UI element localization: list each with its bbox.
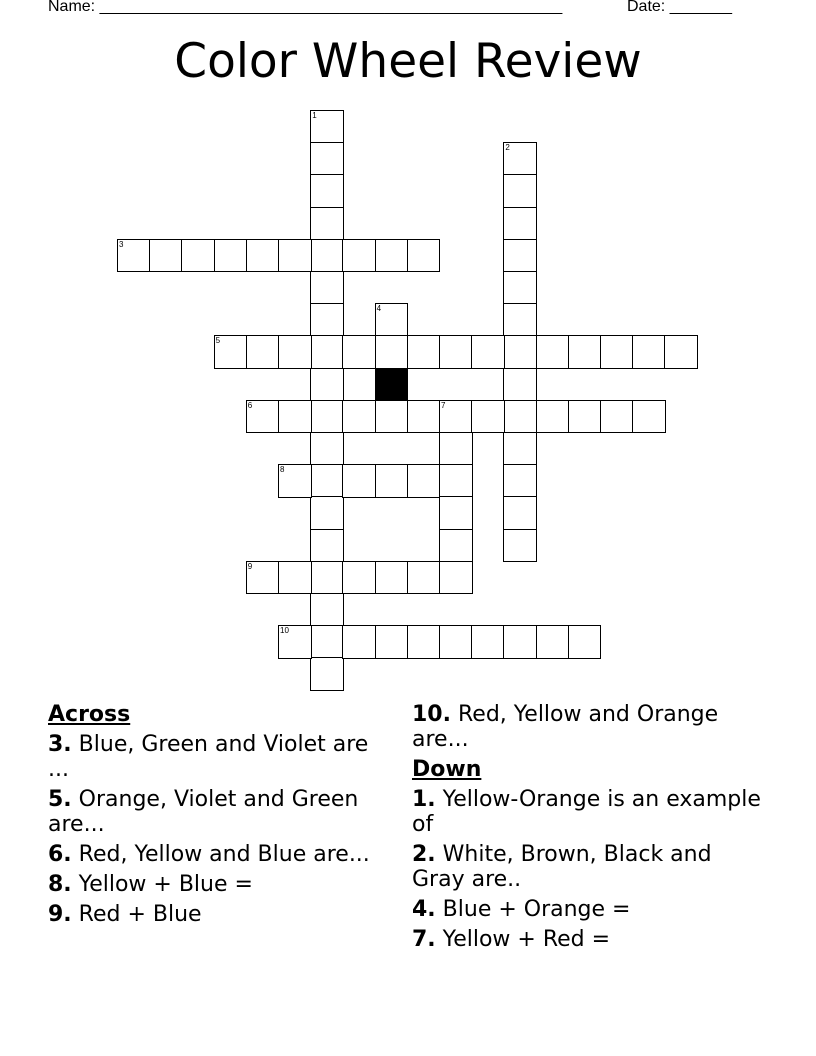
crossword-cell[interactable] [375,400,409,434]
crossword-cell[interactable] [568,400,602,434]
crossword-cell[interactable] [536,400,570,434]
crossword-cell[interactable] [503,368,537,402]
clue-number-label: 7 [441,400,446,410]
crossword-cell[interactable] [536,625,570,659]
crossword-cell[interactable] [503,335,537,369]
clue-down-2: 2. White, Brown, Black and Gray are.. [412,842,712,892]
crossword-cell[interactable] [310,239,344,273]
clue-down-1: 1. Yellow-Orange is an example of [412,787,761,837]
crossword-cell[interactable] [342,561,376,595]
clue-number-label: 2 [505,143,510,153]
clue-across-10: 10. Red, Yellow and Orange are... [412,702,719,752]
crossword-cell[interactable] [439,561,473,595]
page-title: Color Wheel Review [174,34,642,89]
crossword-cell[interactable] [310,335,344,369]
crossword-cell[interactable] [181,239,215,273]
crossword-cell[interactable] [310,271,344,305]
crossword-cell[interactable] [342,464,376,498]
crossword-cell[interactable] [278,335,312,369]
clue-number-label: 8 [280,465,285,475]
crossword-cell[interactable] [342,400,376,434]
crossword-cell[interactable] [503,142,537,176]
clue-down-4: 4. Blue + Orange = [412,897,631,922]
crossword-cell[interactable] [278,625,312,659]
crossword-cell[interactable] [310,496,344,530]
crossword-cell[interactable] [342,625,376,659]
crossword-cell[interactable] [278,239,312,273]
crossword-cell[interactable] [439,464,473,498]
crossword-cell[interactable] [310,110,344,144]
crossword-cell[interactable] [439,625,473,659]
crossword-cell[interactable] [375,625,409,659]
clue-down-7: 7. Yellow + Red = [412,927,611,952]
clues-left-column [48,702,388,932]
crossword-cell[interactable] [375,561,409,595]
crossword-cell[interactable] [503,496,537,530]
clue-number-label: 6 [247,400,253,410]
clue-number-label: 10 [280,626,289,636]
clue-across-8: 8. Yellow + Blue = [48,872,253,897]
clue-across-5: 5. Orange, Violet and Green are... [48,787,359,837]
crossword-cell[interactable] [439,529,473,563]
crossword-cell[interactable] [375,239,409,273]
crossword-cell[interactable] [375,335,409,369]
crossword-cell[interactable] [375,464,409,498]
crossword-cell[interactable] [375,303,409,337]
crossword-cell[interactable] [310,464,344,498]
crossword-cell[interactable] [503,239,537,273]
crossword-cell[interactable] [214,239,248,273]
black-cell [375,368,409,402]
clue-across-9: 9. Red + Blue [48,902,202,927]
crossword-cell[interactable] [246,561,280,595]
crossword-cell[interactable] [503,271,537,305]
crossword-cell[interactable] [407,335,441,369]
crossword-cell[interactable] [310,207,344,241]
clue-number-label: 5 [215,336,221,346]
crossword-cell[interactable] [310,593,344,627]
clue-across-6: 6. Red, Yellow and Blue are... [48,842,370,867]
crossword-cell[interactable] [632,335,666,369]
crossword-cell[interactable] [246,239,280,273]
crossword-cell[interactable] [568,335,602,369]
crossword-cell[interactable] [503,400,537,434]
crossword-cell[interactable] [439,400,473,434]
crossword-cell[interactable] [310,400,344,434]
crossword-cell[interactable] [503,464,537,498]
clue-across-3: 3. Blue, Green and Violet are ... [48,732,369,782]
crossword-cell[interactable] [278,400,312,434]
crossword-cell[interactable] [503,174,537,208]
crossword-cell[interactable] [310,303,344,337]
crossword-cell[interactable] [310,432,344,466]
crossword-cell[interactable] [632,400,666,434]
crossword-cell[interactable] [568,625,602,659]
crossword-cell[interactable] [503,303,537,337]
crossword-cell[interactable] [149,239,183,273]
crossword-cell[interactable] [117,239,151,273]
crossword-cell[interactable] [503,207,537,241]
crossword-cell[interactable] [278,561,312,595]
crossword-cell[interactable] [407,239,441,273]
name-field[interactable]: Name: ____________________________________________________ [48,0,563,15]
crossword-cell[interactable] [278,464,312,498]
crossword-cell[interactable] [439,496,473,530]
crossword-cell[interactable] [600,400,634,434]
crossword-cell[interactable] [214,335,248,369]
crossword-cell[interactable] [407,464,441,498]
crossword-cell[interactable] [407,561,441,595]
crossword-cell[interactable] [471,400,505,434]
crossword-cell[interactable] [471,625,505,659]
down-heading: Down [412,757,482,782]
crossword-cell[interactable] [407,400,441,434]
crossword-cell[interactable] [503,529,537,563]
crossword-cell[interactable] [342,239,376,273]
clues-right-column [412,702,762,957]
crossword-cell[interactable] [310,174,344,208]
crossword-cell[interactable] [342,335,376,369]
crossword-cell[interactable] [310,368,344,402]
crossword-cell[interactable] [310,625,344,659]
date-field[interactable]: Date: _______ [627,0,732,15]
crossword-cell[interactable] [310,142,344,176]
crossword-cell[interactable] [246,335,280,369]
clue-number-label: 9 [247,561,253,571]
clue-number-label: 1 [312,111,317,120]
crossword-cell[interactable] [310,657,344,691]
clue-number-label: 3 [119,239,124,249]
crossword-cell[interactable] [503,625,537,659]
crossword-cell[interactable] [439,432,473,466]
crossword-cell[interactable] [310,529,344,563]
crossword-cell[interactable] [407,625,441,659]
crossword-cell[interactable] [246,400,280,434]
crossword-cell[interactable] [536,335,570,369]
crossword-cell[interactable] [503,432,537,466]
crossword-cell[interactable] [664,335,698,369]
crossword-cell[interactable] [439,335,473,369]
crossword-cell[interactable] [310,561,344,595]
clue-number-label: 4 [376,304,382,314]
crossword-cell[interactable] [600,335,634,369]
crossword-cell[interactable] [471,335,505,369]
across-heading: Across [48,702,131,727]
